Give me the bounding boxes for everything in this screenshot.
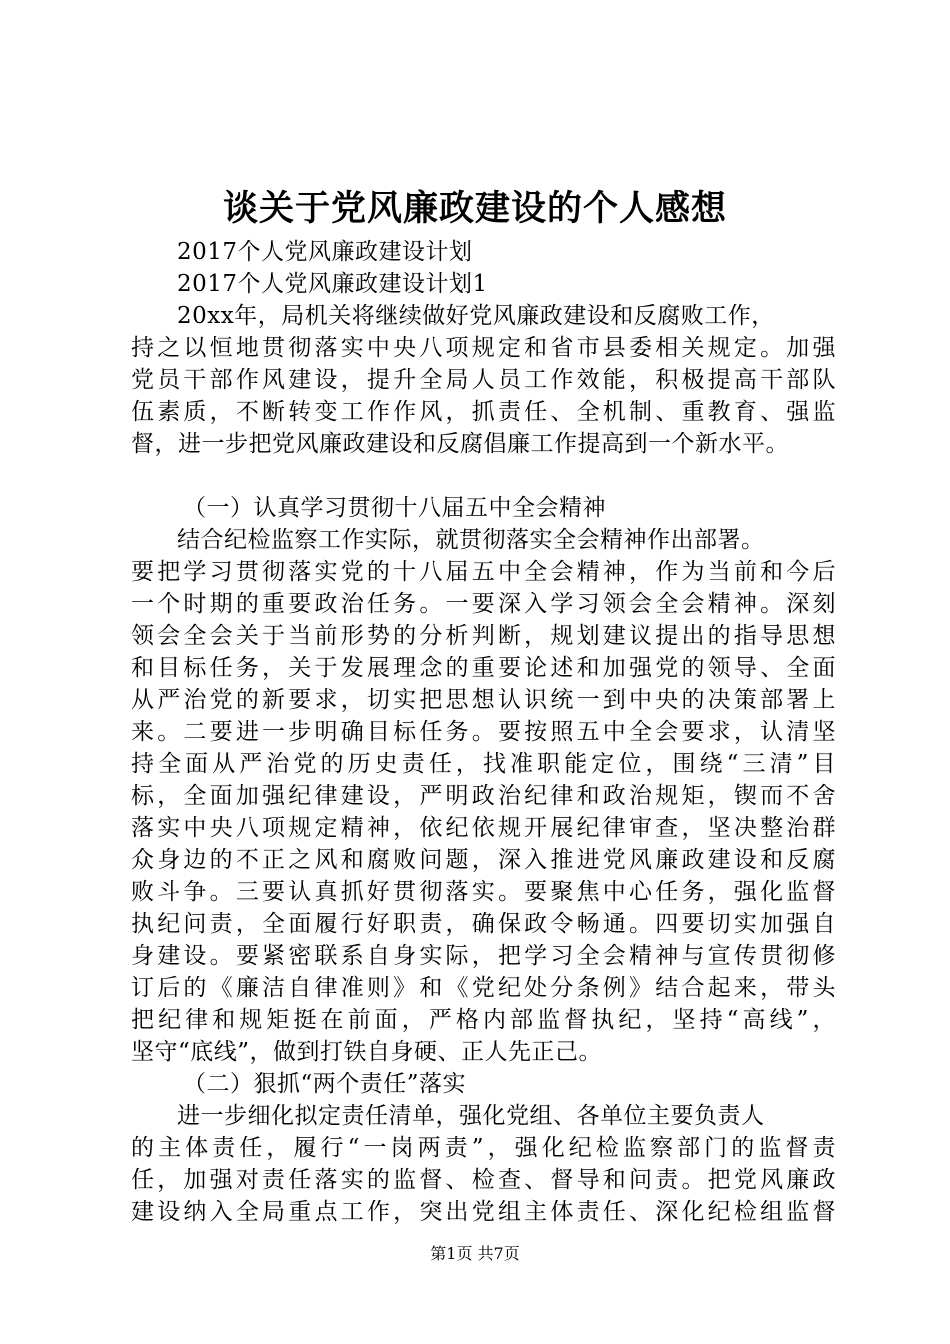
section-heading: （一）认真学习贯彻十八届五中全会精神 [183,495,606,521]
section-line: 落实中央八项规定精神，依纪依规开展纪律审查，坚决整治群 [131,815,836,841]
section-line: 坚守“底线”，做到打铁自身硬、正人先正己。 [131,1039,603,1065]
section-line: 和目标任务，关于发展理念的重要论述和加强党的领导、全面 [131,655,836,681]
section-line: 领会全会关于当前形势的分析判断，规划建议提出的指导思想 [131,623,836,649]
section-heading: （二）狠抓“两个责任”落实 [183,1071,467,1097]
section-line: 任，加强对责任落实的监督、检查、督导和问责。把党风廉政 [131,1167,836,1193]
page-footer: 第1页 共7页 [430,1244,520,1263]
section-line: 把纪律和规矩挺在前面，严格内部监督执纪，坚持“高线”， [131,1007,836,1033]
document-body [131,236,836,1228]
section-line: 订后的《廉洁自律准则》和《党纪处分条例》结合起来，带头 [131,975,836,1001]
paragraph-spacer [131,460,836,492]
section-line: 众身边的不正之风和腐败问题，深入推进党风廉政建设和反腐 [131,847,836,873]
section-line: 持全面从严治党的历史责任，找准职能定位，围绕“三清”目 [131,751,836,777]
subtitle: 2017个人党风廉政建设计划1 [177,271,488,297]
intro-line: 督，进一步把党风廉政建设和反腐倡廉工作提高到一个新水平。 [131,431,789,457]
section-line: 要把学习贯彻落实党的十八届五中全会精神，作为当前和今后 [131,559,836,585]
section-line: 来。二要进一步明确目标任务。要按照五中全会要求，认清坚 [131,719,836,745]
intro-line: 伍素质，不断转变工作作风，抓责任、全机制、重教育、强监 [131,399,836,425]
section-line: 身建设。要紧密联系自身实际，把学习全会精神与宣传贯彻修 [131,943,836,969]
section-line: 败斗争。三要认真抓好贯彻落实。要聚焦中心任务，强化监督 [131,879,836,905]
section-line: 建设纳入全局重点工作，突出党组主体责任、深化纪检组监督 [131,1199,836,1225]
intro-line: 党员干部作风建设，提升全局人员工作效能，积极提高干部队 [131,367,836,393]
section-line: 的主体责任，履行“一岗两责”，强化纪检监察部门的监督责 [131,1135,836,1161]
section-line: 从严治党的新要求，切实把思想认识统一到中央的决策部署上 [131,687,836,713]
subtitle: 2017个人党风廉政建设计划 [177,239,473,265]
page-title: 谈关于党风廉政建设的个人感想 [222,188,727,229]
intro-line: 持之以恒地贯彻落实中央八项规定和省市县委相关规定。加强 [131,335,836,361]
section-line: 执纪问责，全面履行好职责，确保政令畅通。四要切实加强自 [131,911,836,937]
section-line: 标，全面加强纪律建设，严明政治纪律和政治规矩，锲而不舍 [131,783,836,809]
section-line: 结合纪检监察工作实际，就贯彻落实全会精神作出部署。 [177,527,765,553]
section-line: 进一步细化拟定责任清单，强化党组、各单位主要负责人 [177,1103,765,1129]
intro-line: 20xx年，局机关将继续做好党风廉政建设和反腐败工作， [177,303,775,329]
section-line: 一个时期的重要政治任务。一要深入学习领会全会精神。深刻 [131,591,836,617]
